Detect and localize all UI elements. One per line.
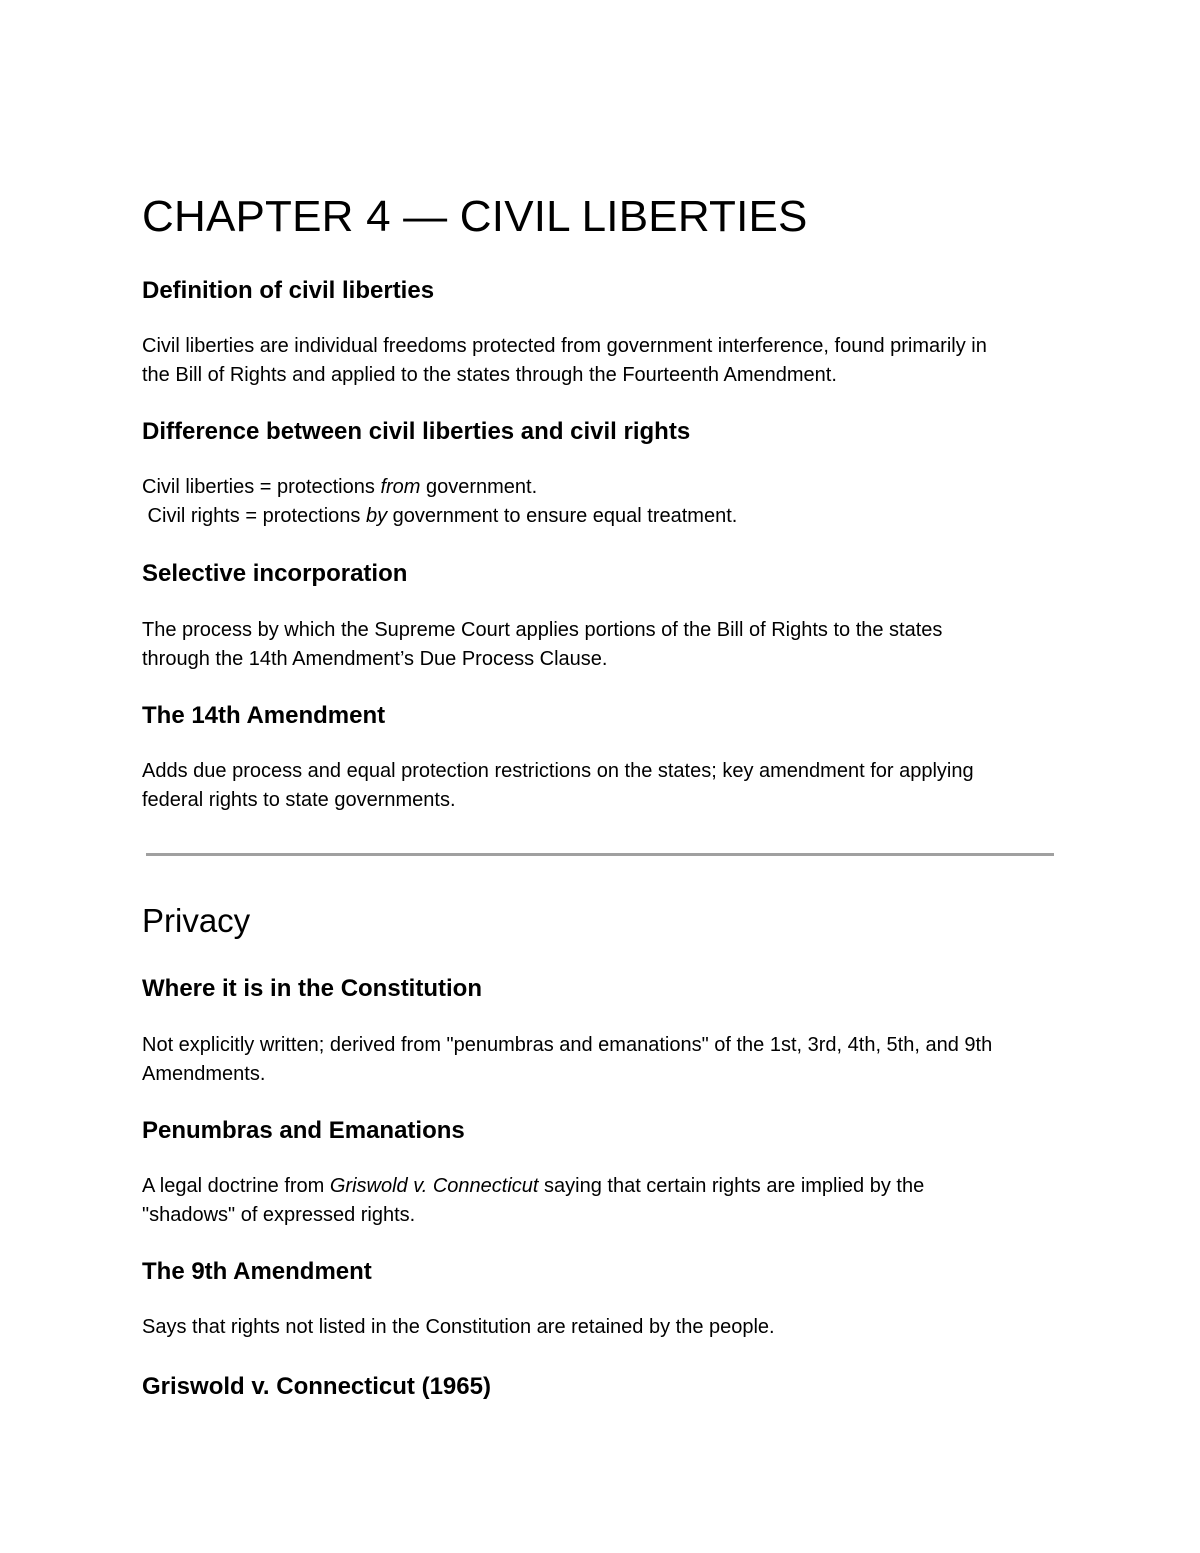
text-run: Civil rights = protections xyxy=(142,505,366,527)
heading-penumbras: Penumbras and Emanations xyxy=(142,1117,465,1144)
text-run: A legal doctrine from xyxy=(142,1175,330,1197)
paragraph-line xyxy=(142,1172,924,1201)
emphasis-text: from xyxy=(380,476,421,498)
heading-14th-amendment: The 14th Amendment xyxy=(142,702,386,729)
paragraph-line: Civil liberties are individual freedoms protected from government interference, found primarily in xyxy=(142,335,987,357)
text-run: government to ensure equal treatment. xyxy=(387,505,738,527)
chapter-title: CHAPTER 4 — CIVIL LIBERTIES xyxy=(142,192,808,241)
paragraph-line xyxy=(142,473,537,502)
paragraph-line: The process by which the Supreme Court applies portions of the Bill of Rights to the states xyxy=(142,619,943,641)
text-run: government. xyxy=(420,476,538,498)
heading-where-in-constitution: Where it is in the Constitution xyxy=(142,975,482,1002)
paragraph-line: through the 14th Amendment’s Due Process Clause. xyxy=(142,648,608,670)
paragraph-line: "shadows" of expressed rights. xyxy=(142,1204,416,1226)
horizontal-divider xyxy=(146,853,1054,856)
paragraph-line: the Bill of Rights and applied to the states through the Fourteenth Amendment. xyxy=(142,364,837,386)
paragraph-line xyxy=(142,502,737,531)
paragraph-line: Not explicitly written; derived from "penumbras and emanations" of the 1st, 3rd, 4th, 5th, and 9th xyxy=(142,1034,993,1056)
heading-9th-amendment: The 9th Amendment xyxy=(142,1258,372,1285)
paragraph-line: Amendments. xyxy=(142,1063,266,1085)
paragraph-line: Adds due process and equal protection restrictions on the states; key amendment for applying xyxy=(142,760,974,782)
paragraph-line: Says that rights not listed in the Constitution are retained by the people. xyxy=(142,1316,775,1338)
emphasis-text: Griswold v. Connecticut xyxy=(329,1175,539,1197)
heading-griswold: Griswold v. Connecticut (1965) xyxy=(142,1373,491,1400)
heading-definition-civil-liberties: Definition of civil liberties xyxy=(142,277,435,304)
heading-selective-incorporation: Selective incorporation xyxy=(142,560,408,587)
emphasis-text: by xyxy=(365,505,388,527)
paragraph-line: federal rights to state governments. xyxy=(142,789,456,811)
section-title-privacy: Privacy xyxy=(142,902,251,939)
text-run: saying that certain rights are implied by the xyxy=(538,1175,925,1197)
text-run: Civil liberties = protections xyxy=(142,476,381,498)
heading-difference: Difference between civil liberties and civil rights xyxy=(142,418,691,445)
